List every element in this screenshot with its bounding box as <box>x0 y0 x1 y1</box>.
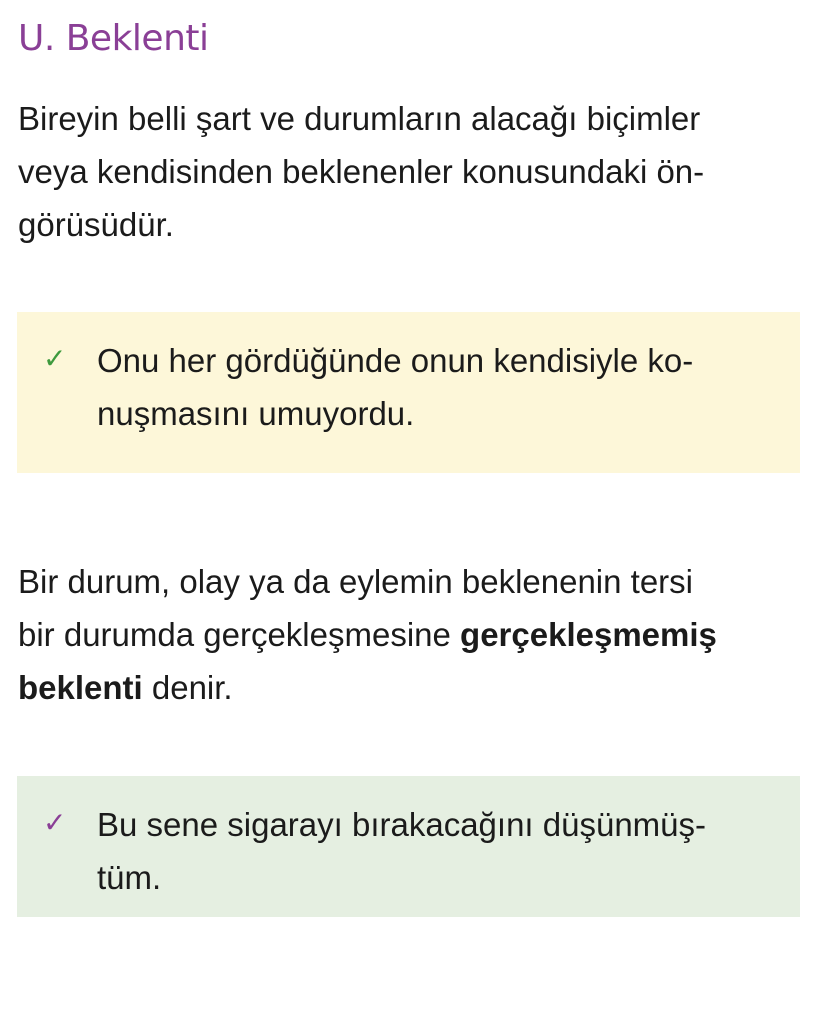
example-line: Bu sene sigarayı bırakacağını düşünmüş- <box>97 806 707 843</box>
check-icon: ✓ <box>43 342 67 375</box>
example-line: tüm. <box>97 859 162 896</box>
example-line: Onu her gördüğünde onun kendisiyle ko- <box>97 342 694 379</box>
definition-line: görüsüdür. <box>18 206 174 243</box>
example-box-2 <box>17 776 800 917</box>
example-text <box>97 798 772 904</box>
term-bold: gerçekleşmemiş <box>460 616 717 653</box>
unmet-expectation-paragraph <box>18 555 808 714</box>
definition-paragraph <box>18 92 808 251</box>
paragraph-text: bir durumda gerçekleşmesine <box>18 616 461 653</box>
definition-line: Bireyin belli şart ve durumların alacağı biçimler <box>18 100 701 137</box>
check-icon: ✓ <box>43 806 67 839</box>
paragraph-text: denir. <box>142 669 233 706</box>
example-box-1 <box>17 312 800 473</box>
paragraph-line: Bir durum, olay ya da eylemin beklenenin tersi <box>18 563 694 600</box>
example-text <box>97 334 772 440</box>
definition-line: veya kendisinden beklenenler konusundaki ön- <box>18 153 705 190</box>
section-heading: U. Beklenti <box>18 18 209 59</box>
term-bold: beklenti <box>18 669 143 706</box>
example-line: nuşmasını umuyordu. <box>97 395 415 432</box>
